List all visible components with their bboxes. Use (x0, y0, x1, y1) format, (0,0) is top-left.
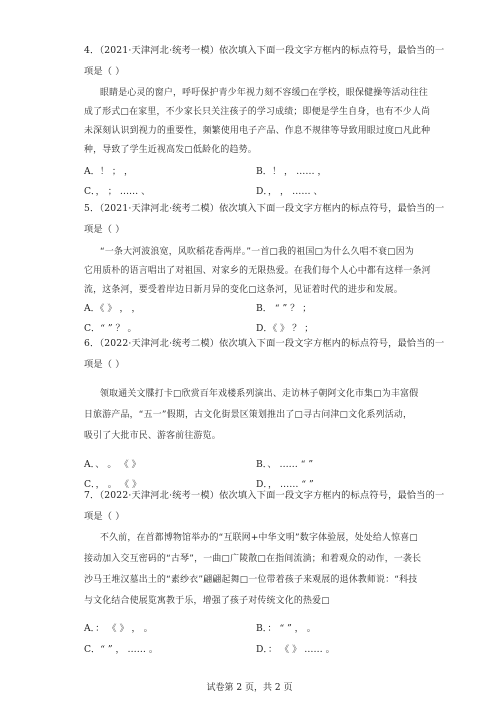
question-7-passage-line-3: 沙马王堆汉墓出土的“素纱衣”翩翩起舞□一位带着孩子来观展的退休教师说：“科技 (84, 575, 418, 585)
question-5-option-a: A．《 》 ， ， (84, 303, 141, 314)
question-6-option-d: D．， …… “ ” (256, 479, 314, 490)
question-5-passage-line-1: “一条大河波浪宽，风吹稻花香两岸。”一首□我的祖国□为什么久唱不衰□因为 (100, 247, 415, 257)
question-6-option-a: A．、 。 《 》 (84, 459, 141, 470)
question-5-stem-line-2: 项是（ ） (84, 224, 125, 235)
question-4-option-a: A．！ ； ， (84, 166, 134, 177)
question-4-passage-line-1: 眼睛是心灵的窗户，呼吁保护青少年视力刻不容缓□在学校，眼保健操等活动往往 (100, 88, 429, 98)
question-7-option-a: A．： 《 》 ， 。 (84, 623, 153, 634)
question-5-stem-line-1: 5．（2021·天津河北·统考二模）依次填入下面一段文字方框内的标点符号，最恰当的一 (84, 203, 445, 214)
question-4-stem-line-2: 项是（ ） (84, 66, 125, 77)
question-5-option-d: D．《 》 ？ ； (256, 323, 314, 334)
question-7-passage-line-1: 不久前，在首都博物馆举办的“互联网+中华文明”数字体验展，处处给人惊喜□ (100, 533, 419, 543)
question-6-passage-line-1: 领取通关文牒打卡□欣赏百年戏楼系列演出、走访林子朝阿文化市集□为丰富假 (100, 389, 419, 399)
question-6-passage-line-2: 日旅游产品，“五一”假期，古文化街景区策划推出了□寻古问津□文化系列活动， (84, 410, 413, 420)
page-footer: 试卷第 2 页，共 2 页 (206, 683, 293, 693)
question-7-option-d: D．： 《 》 …… 。 (256, 644, 335, 655)
question-4-passage-line-4: 种，导致了学生近视高发□低龄化的趋势。 (84, 145, 257, 155)
question-4-option-c: C．， ； …… 、 (84, 186, 151, 197)
question-5-option-b: B． “ ” ？ ； (256, 303, 312, 314)
question-7-passage-line-4: 与文化结合使展览寓教于乐，增强了孩子对传统文化的热爱□ (84, 596, 330, 606)
question-6-passage-line-3: 吸引了大批市民、游客前往游览。 (84, 431, 221, 441)
question-7-option-b: B．： “ ” ， 。 (256, 623, 316, 634)
question-5-passage-line-2: 它用质朴的语言唱出了对祖国、对家乡的无限热爱。在我们每个人心中都有这样一条河 (84, 266, 431, 276)
question-5-option-c: C．“ ” ？ 。 (84, 323, 137, 334)
question-7-passage-line-2: 接动加入交互密码的“古琴”，一曲□广陵散□在指间流淌；和着观众的动作，一袭长 (84, 554, 422, 564)
question-4-option-d: D．， ， …… 、 (256, 186, 323, 197)
question-5-passage-line-3: 流，这条河，要受着岸边日新月异的变化□这条河，见证着时代的进步和发展。 (84, 285, 403, 295)
question-7-option-c: C．“ ” ， …… 。 (84, 644, 159, 655)
question-7-stem-line-2: 项是（ ） (84, 511, 125, 522)
question-7-stem-line-1: 7．（2022·天津河北·统考一模）依次填入下面一段文字方框内的标点符号，最恰当的一 (84, 490, 445, 501)
question-6-option-b: B．、 …… “ ” (256, 459, 314, 470)
question-4-stem-line-1: 4．（2021·天津河北·统考一模）依次填入下面一段文字方框内的标点符号，最恰当的一 (84, 45, 445, 56)
question-4-passage-line-2: 成了形式□在家里，不少家长只关注孩子的学习成绩；即便是学生自身，也有不少人尚 (84, 107, 431, 117)
question-6-option-c: C．， 。 《 》 (84, 479, 142, 490)
question-4-passage-line-3: 未深刻认识到视力的重要性，频繁使用电子产品、作息不规律等导致用眼过度□凡此种 (84, 126, 431, 136)
question-6-stem-line-1: 6．（2022·天津河北·统考二模）依次填入下面一段文字方框内的标点符号，最恰当的一 (84, 338, 445, 349)
question-6-stem-line-2: 项是（ ） (84, 359, 125, 370)
question-4-option-b: B．！ ， …… ， (256, 166, 327, 177)
